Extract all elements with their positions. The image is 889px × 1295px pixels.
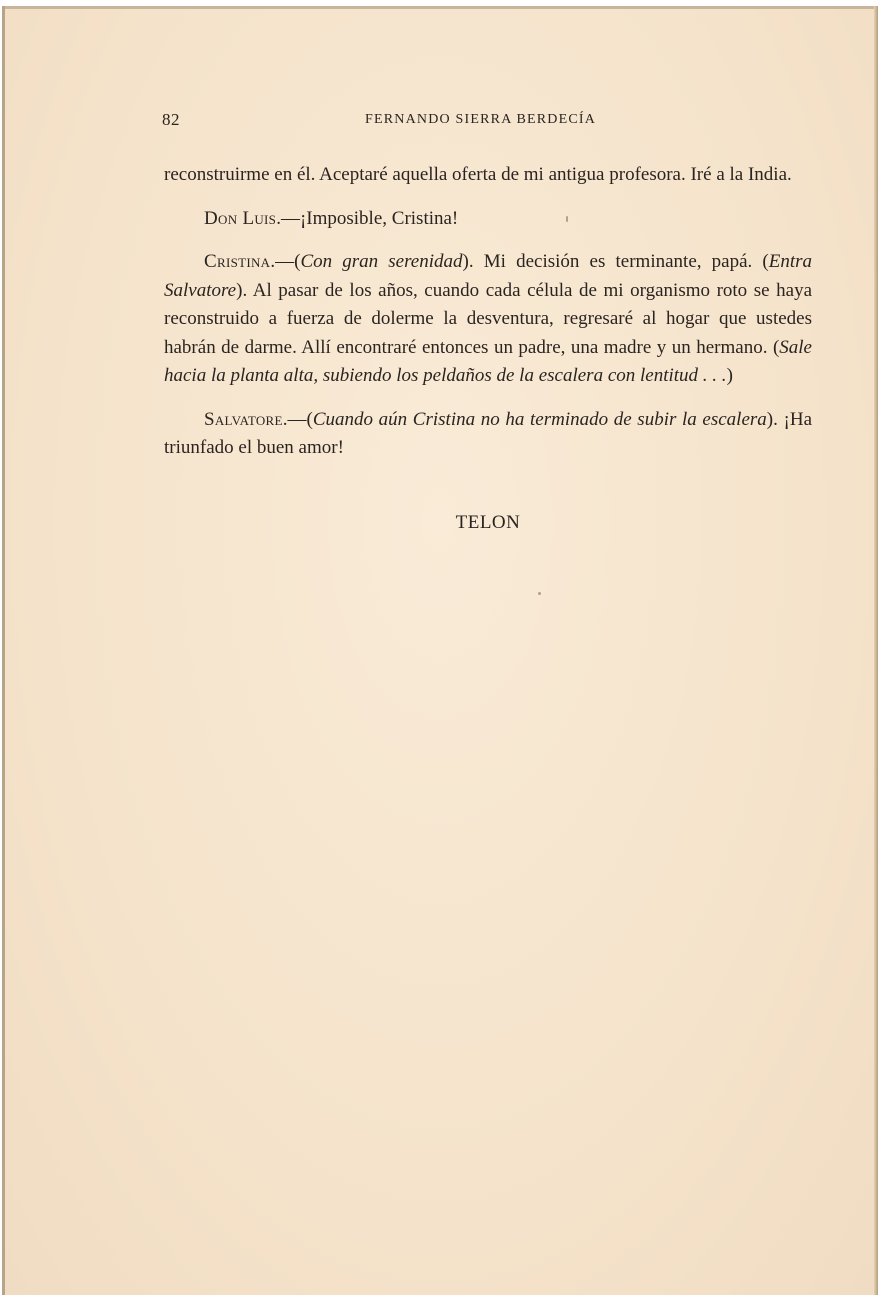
running-head: FERNANDO SIERRA BERDECÍA: [365, 112, 597, 127]
speaker-dash: .—: [282, 408, 307, 430]
stage-paren: (: [772, 336, 780, 358]
stage-direction: Con gran serenidad: [300, 251, 463, 272]
stage-paren: (: [762, 251, 769, 272]
stage-paren: ): [726, 365, 733, 386]
dialogue-text: Al pasar de los años, cuando cada célula de mi organismo roto se haya reconstruido a fuerza de dolerme la desventura, regresaré al hogar que ustedes habrán de darme. Allí encontraré entonces un padre, una madre y un hermano.: [164, 279, 812, 358]
paragraph-continuation: reconstruirme en él. Aceptaré aquella oferta de mi antigua profesora. Iré a la India.: [164, 164, 792, 185]
stage-paren: (: [294, 251, 301, 272]
dialogue-cristina: [164, 248, 812, 391]
closing-telon: TELON: [455, 512, 521, 533]
paper-speck: [566, 216, 568, 222]
dialogue-text: ¡Imposible, Cristina!: [299, 207, 459, 229]
stage-paren: ).: [766, 408, 784, 430]
body-text: [164, 161, 812, 463]
page-header: [162, 110, 810, 132]
speaker-name: Salvatore: [204, 408, 283, 430]
speaker-name: Cristina: [204, 251, 271, 272]
speaker-dash: .—: [270, 251, 295, 272]
stage-paren: (: [306, 408, 313, 430]
stage-paren: ).: [236, 279, 253, 301]
dialogue-text: ¡Ha triunfado el buen amor!: [164, 408, 812, 458]
paper-speck: [538, 592, 541, 595]
stage-direction: Sale hacia la planta alta, subiendo los peldaños de la escalera con lentitud . . .: [164, 336, 812, 386]
stage-paren: ).: [462, 251, 484, 272]
page-left-edge: [2, 6, 5, 1295]
page-right-edge: [874, 6, 878, 1295]
book-page: [2, 6, 878, 1295]
stage-direction: Cuando aún Cristina no ha terminado de subir la escalera: [312, 408, 767, 430]
speaker-dash: .—: [276, 207, 300, 229]
stage-direction: Entra Salvatore: [164, 251, 813, 301]
page-top-edge: [2, 6, 878, 9]
speaker-name: Don Luis: [204, 207, 277, 229]
dialogue-salvatore: [164, 406, 812, 463]
dialogue-don-luis: [164, 205, 812, 234]
dialogue-text: Mi decisión es terminante, papá.: [483, 251, 763, 272]
page-number: 82: [162, 110, 180, 129]
